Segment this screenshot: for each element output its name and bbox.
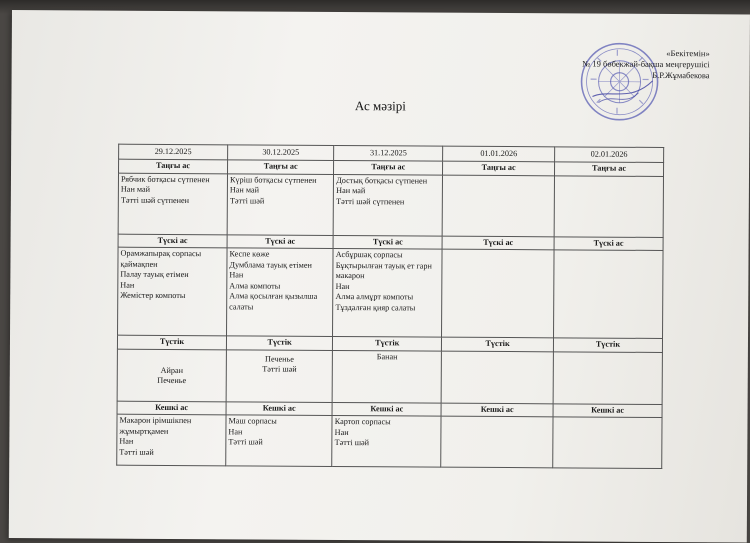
menu-item: Асбұршақ сорпасы bbox=[336, 250, 440, 261]
menu-item: Нан bbox=[335, 427, 439, 438]
menu-item: Нан bbox=[336, 281, 440, 292]
menu-item: Нан bbox=[119, 437, 223, 448]
meal-label: Түстік bbox=[442, 337, 554, 351]
menu-item: Нан май bbox=[121, 185, 225, 196]
breakfast-row bbox=[118, 173, 663, 237]
meal-label: Түскі ас bbox=[118, 234, 227, 248]
meal-label: Түстік bbox=[226, 336, 332, 350]
menu-item: Орамжапырақ сорпасы қаймақпен bbox=[120, 249, 224, 271]
menu-item: Нан май bbox=[336, 186, 440, 197]
menu-item: Жемістер компоты bbox=[120, 291, 224, 302]
menu-item: Тәтті шәй сүтпенен bbox=[336, 196, 440, 207]
menu-item: Картоп сорпасы bbox=[335, 417, 439, 428]
menu-item: Күріш ботқасы сүтпенен bbox=[230, 175, 331, 186]
menu-item: Нан bbox=[229, 270, 330, 281]
menu-item: Алма қосылған қызылша салаты bbox=[229, 291, 330, 313]
menu-cell bbox=[118, 173, 227, 235]
snack-row bbox=[117, 349, 662, 404]
menu-item: Бұқтырылған тауық ет гарн макарон bbox=[336, 260, 440, 282]
approval-heading: «Бекітемін» bbox=[582, 47, 710, 59]
menu-cell bbox=[226, 415, 333, 467]
menu-item: Печенье bbox=[229, 354, 330, 365]
menu-cell bbox=[441, 351, 553, 404]
menu-cell bbox=[553, 417, 662, 469]
date-cell: 02.01.2026 bbox=[555, 147, 664, 163]
menu-cell bbox=[227, 173, 334, 235]
meal-label: Түскі ас bbox=[227, 234, 333, 248]
menu-item: Алма алмұрт компоты bbox=[335, 292, 439, 303]
meal-label: Түскі ас bbox=[554, 236, 663, 250]
menu-document bbox=[9, 10, 750, 542]
meal-label: Түскі ас bbox=[442, 236, 554, 250]
menu-item: Банан bbox=[335, 351, 439, 362]
meal-label: Кешкі ас bbox=[332, 402, 441, 416]
meal-label: Таңғы ас bbox=[554, 162, 663, 176]
menu-item: Тәтті шәй bbox=[229, 364, 330, 375]
menu-cell bbox=[553, 351, 662, 404]
date-cell: 29.12.2025 bbox=[119, 144, 228, 160]
approval-position: № 19 бөбекжай-бақша меңгерушісі bbox=[582, 58, 710, 70]
menu-cell bbox=[554, 175, 663, 237]
meal-label: Таңғы ас bbox=[443, 161, 555, 175]
dinner-row bbox=[117, 414, 662, 468]
menu-item: Кеспе көже bbox=[229, 249, 330, 260]
menu-item: Тұздалған қияр салаты bbox=[335, 302, 439, 313]
menu-cell bbox=[226, 349, 333, 402]
menu-cell bbox=[332, 415, 441, 467]
meal-label: Түстік bbox=[333, 336, 442, 350]
menu-item: Тәтті шәй bbox=[119, 447, 223, 458]
meal-label: Кешкі ас bbox=[117, 401, 226, 415]
meal-label: Түскі ас bbox=[333, 235, 442, 249]
menu-item: Тәтті шәй bbox=[335, 438, 439, 449]
menu-cell bbox=[441, 416, 553, 468]
menu-item: Нан май bbox=[230, 185, 331, 196]
lunch-row bbox=[118, 247, 664, 338]
menu-table bbox=[116, 144, 664, 469]
menu-item: Палау тауық етімен bbox=[120, 270, 224, 281]
menu-cell bbox=[442, 175, 554, 237]
menu-cell bbox=[118, 247, 228, 336]
meal-label: Таңғы ас bbox=[334, 160, 443, 174]
approval-block bbox=[582, 47, 710, 81]
menu-item: Достық ботқасы сүтпенен bbox=[336, 175, 440, 186]
menu-item: Алма компоты bbox=[229, 281, 330, 292]
date-cell: 30.12.2025 bbox=[228, 145, 334, 161]
meal-label: Түстік bbox=[553, 338, 662, 352]
menu-cell bbox=[442, 249, 554, 338]
meal-label: Кешкі ас bbox=[553, 403, 662, 417]
menu-item: Печенье bbox=[120, 376, 224, 387]
approval-name: Б.Р.Жұмабекова bbox=[582, 69, 710, 81]
menu-cell bbox=[333, 248, 443, 337]
page-title: Ас мәзірі bbox=[11, 96, 749, 117]
menu-item: Макарон ірімшікпен жұмыртқамен bbox=[119, 416, 223, 438]
menu-item: Тәтті шәй bbox=[230, 196, 331, 207]
menu-cell bbox=[553, 250, 663, 339]
menu-cell bbox=[227, 248, 334, 337]
menu-item: Тәтті шәй bbox=[228, 437, 329, 448]
meal-label: Кешкі ас bbox=[226, 401, 332, 415]
date-cell: 01.01.2026 bbox=[443, 146, 555, 162]
meal-label: Кешкі ас bbox=[441, 403, 553, 417]
menu-item: Думблама тауық етімен bbox=[229, 260, 330, 271]
menu-item: Нан bbox=[120, 280, 224, 291]
menu-cell bbox=[332, 350, 441, 403]
menu-item: Рябчик ботқасы сүтпенен bbox=[121, 174, 225, 185]
meal-label: Таңғы ас bbox=[228, 160, 334, 174]
meal-label: Таңғы ас bbox=[119, 159, 228, 173]
meal-label: Түстік bbox=[117, 335, 226, 349]
menu-item: Нан bbox=[228, 427, 329, 438]
menu-item: Маш сорпасы bbox=[228, 416, 329, 427]
menu-cell bbox=[117, 349, 226, 402]
menu-cell bbox=[333, 174, 442, 236]
date-cell: 31.12.2025 bbox=[334, 145, 443, 161]
menu-item: Тәтті шәй сүтпенен bbox=[121, 195, 225, 206]
menu-item: Айран bbox=[120, 365, 224, 376]
menu-cell bbox=[117, 414, 226, 466]
